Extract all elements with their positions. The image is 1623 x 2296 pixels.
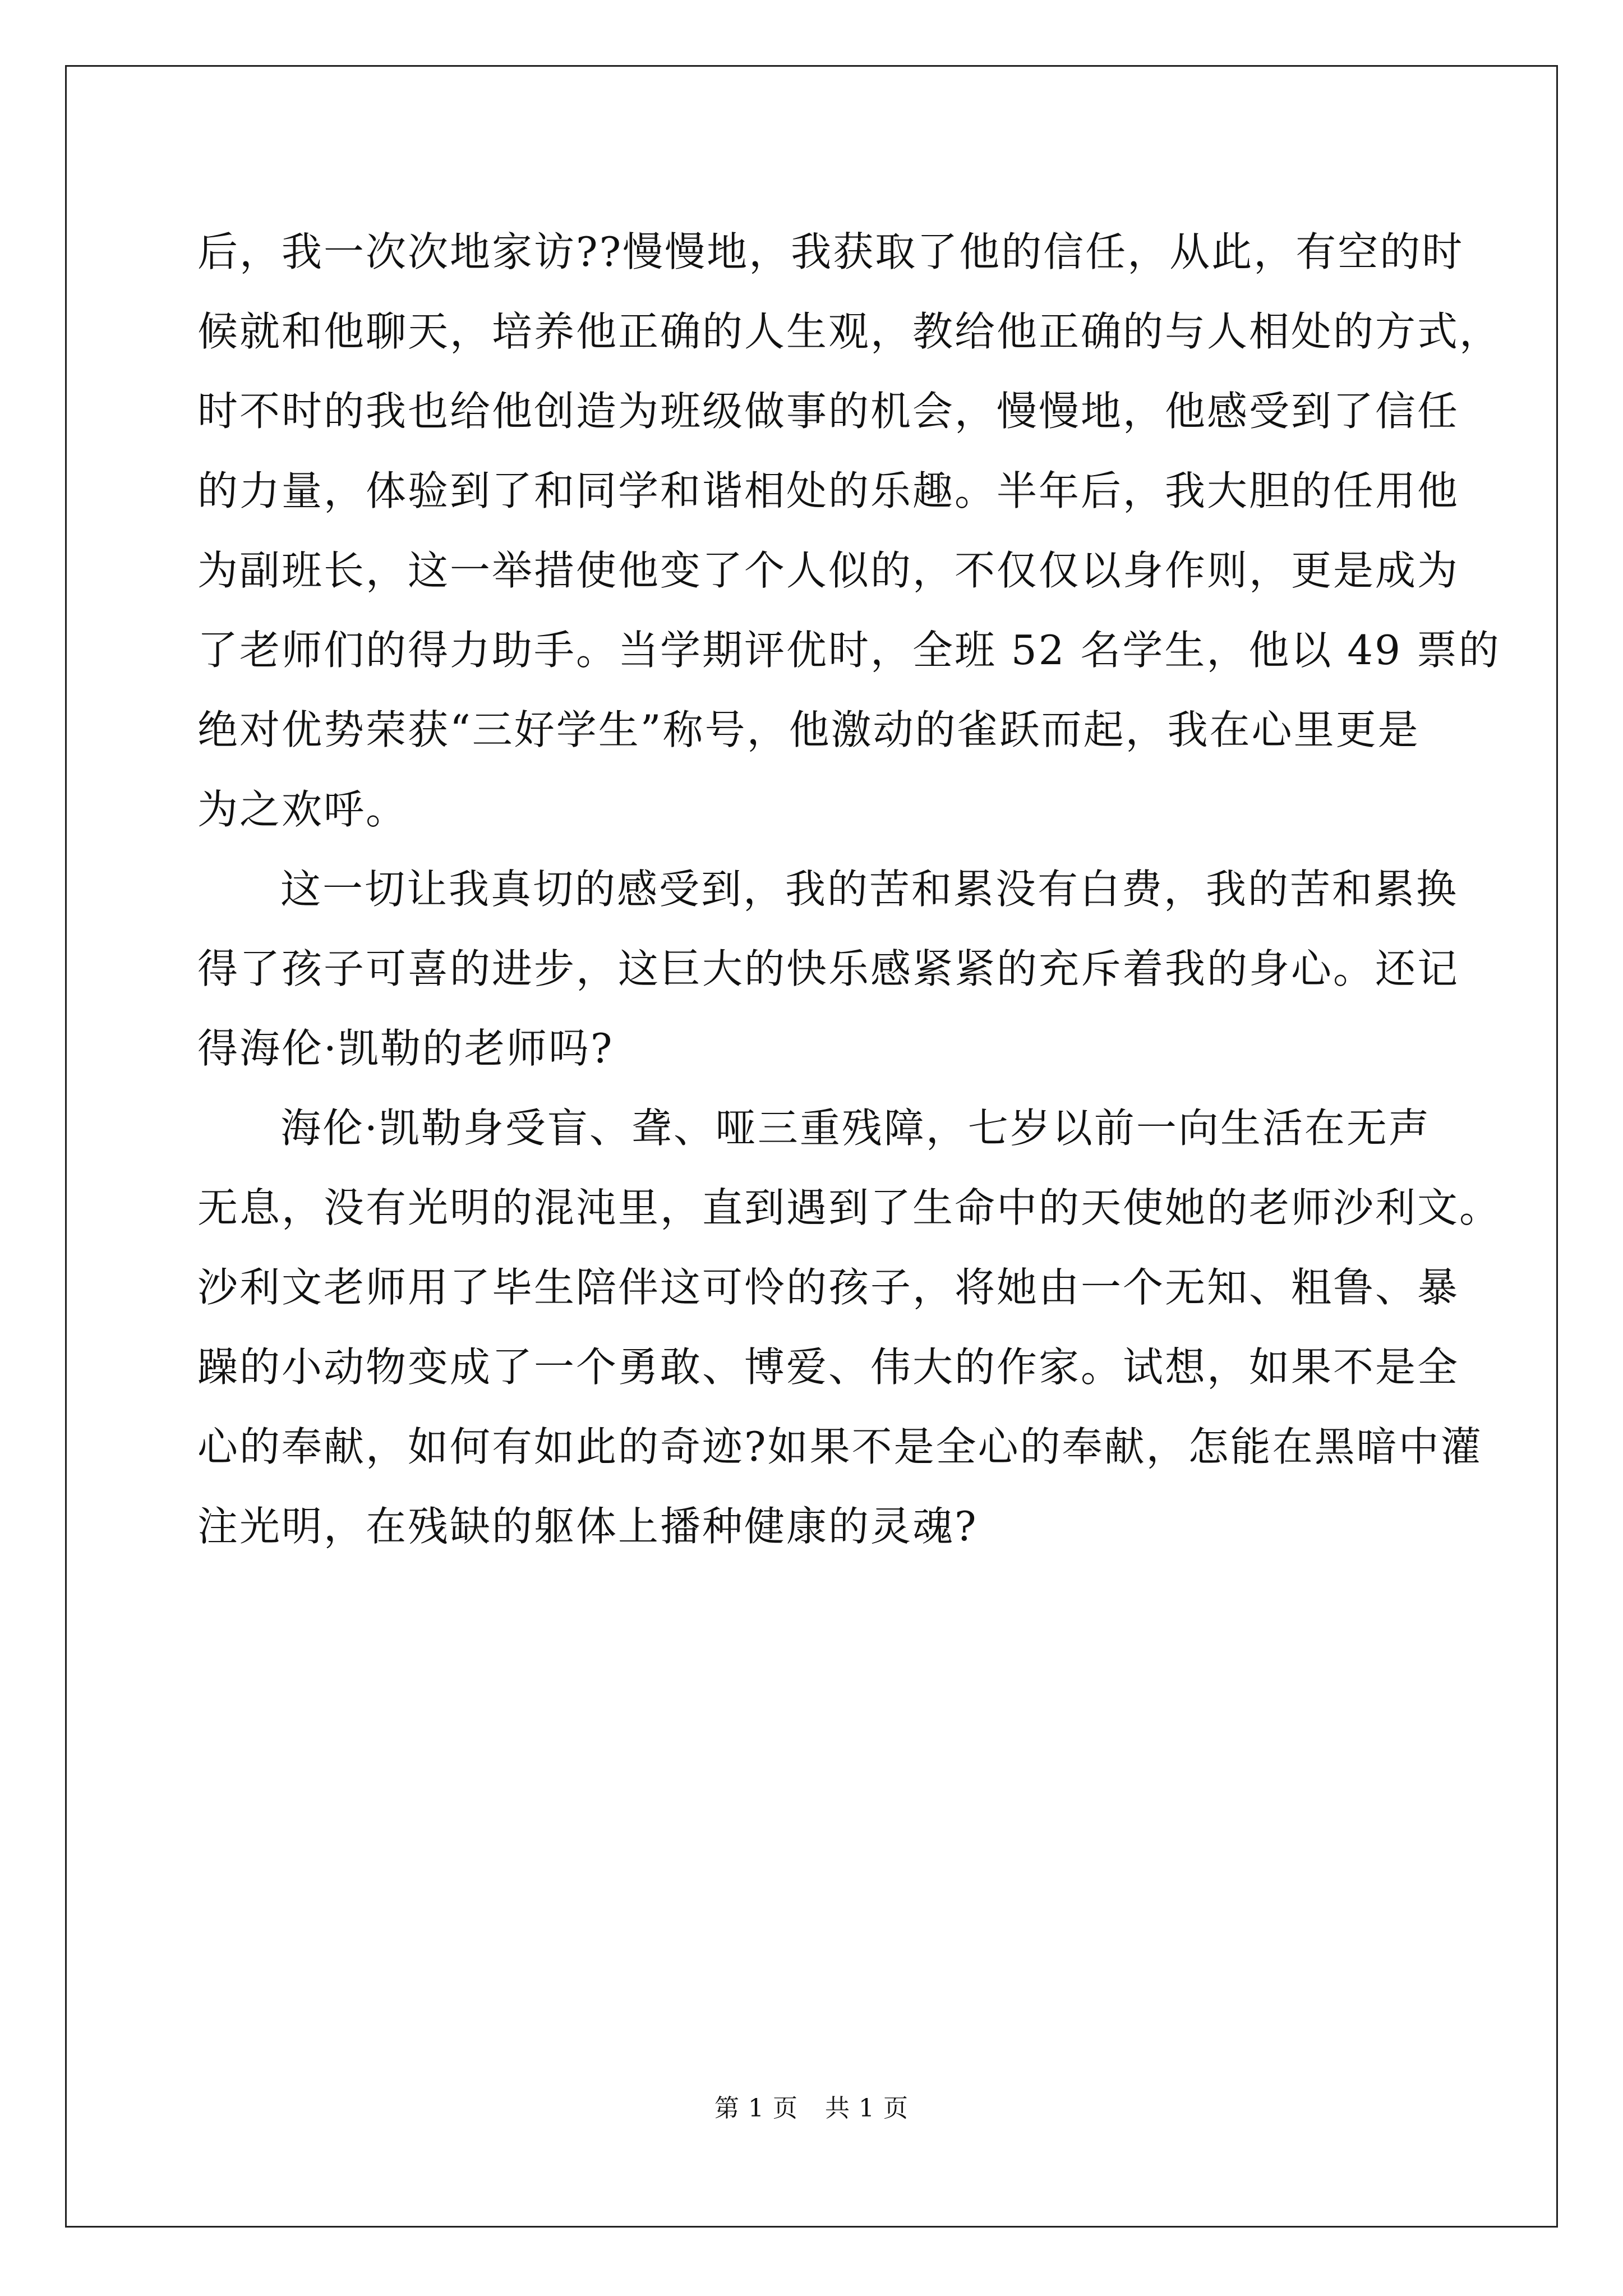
text-line: 后，我一次次地家访??慢慢地，我获取了他的信任，从此，有空的时 bbox=[197, 228, 1464, 275]
text-line: 无息，没有光明的混沌里，直到遇到了生命中的天使她的老师沙利文。 bbox=[197, 1184, 1502, 1231]
text-line: 得了孩子可喜的进步，这巨大的快乐感紧紧的充斥着我的身心。还记 bbox=[197, 945, 1460, 992]
text-line: 注光明，在残缺的躯体上播种健康的灵魂? bbox=[197, 1503, 978, 1550]
paragraph-2 bbox=[197, 849, 1460, 1088]
document-body bbox=[197, 212, 1502, 1566]
text-line: 心的奉献，如何有如此的奇迹?如果不是全心的奉献，怎能在黑暗中灌 bbox=[197, 1423, 1483, 1470]
page-footer bbox=[0, 2088, 1623, 2124]
page-number-current: 第 1 页 bbox=[714, 2094, 798, 2123]
text-line: 为副班长，这一举措使他变了个人似的，不仅仅以身作则，更是成为 bbox=[197, 547, 1460, 594]
text-line: 为之欢呼。 bbox=[197, 786, 408, 833]
text-line: 候就和他聊天，培养他正确的人生观，教给他正确的与人相处的方式， bbox=[197, 308, 1502, 355]
text-line: 绝对优势荣获“三好学生”称号，他激动的雀跃而起，我在心里更是 bbox=[197, 706, 1420, 753]
text-line: 了老师们的得力助手。当学期评优时，全班 52 名学生，他以 49 票的 bbox=[197, 627, 1501, 674]
page-number-total: 共 1 页 bbox=[825, 2094, 909, 2123]
text-line: 得海伦·凯勒的老师吗? bbox=[197, 1025, 614, 1072]
text-line: 时不时的我也给他创造为班级做事的机会，慢慢地，他感受到了信任 bbox=[197, 388, 1460, 435]
text-line: 躁的小动物变成了一个勇敢、博爱、伟大的作家。试想，如果不是全 bbox=[197, 1343, 1460, 1391]
paragraph-3 bbox=[197, 1088, 1502, 1566]
text-line: 海伦·凯勒身受盲、聋、哑三重残障，七岁以前一向生活在无声 bbox=[280, 1105, 1431, 1152]
paragraph-1 bbox=[197, 212, 1502, 849]
text-line: 的力量，体验到了和同学和谐相处的乐趣。半年后，我大胆的任用他 bbox=[197, 467, 1460, 514]
text-line: 沙利文老师用了毕生陪伴这可怜的孩子，将她由一个无知、粗鲁、暴 bbox=[197, 1264, 1460, 1311]
text-line: 这一切让我真切的感受到，我的苦和累没有白费，我的苦和累换 bbox=[280, 866, 1459, 913]
